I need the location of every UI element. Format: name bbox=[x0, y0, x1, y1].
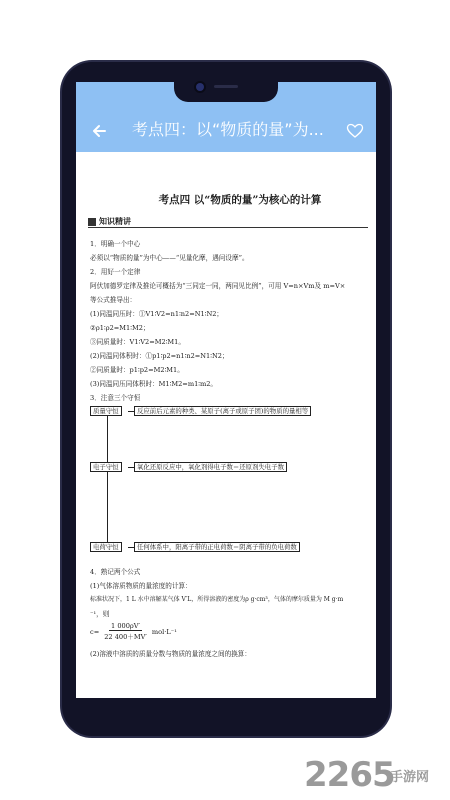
doc-line: 标准状况下，1 L 水中溶解某气体 V′L，所得溶液的密度为ρ g·cm³，气体的摩尔质量为 M g·m bbox=[90, 596, 344, 603]
doc-line: 必须以“物质的量”为中心——“见量化摩，遇问设摩”。 bbox=[90, 254, 249, 262]
favorite-button[interactable] bbox=[342, 118, 368, 144]
doc-line: (1)气体溶质物质的量浓度的计算： bbox=[90, 582, 192, 590]
formula-unit: mol·L⁻¹ bbox=[151, 627, 177, 636]
doc-line: 4．熟记两个公式 bbox=[90, 568, 141, 576]
conservation-label: 质量守恒 bbox=[90, 406, 122, 416]
formula-fraction bbox=[102, 622, 149, 641]
doc-line: ②ρ1∶ρ2=M1∶M2； bbox=[90, 324, 150, 332]
doc-line: ⁻¹，则 bbox=[90, 610, 110, 618]
page-title: 考点四：以“物质的量”为... bbox=[132, 120, 324, 139]
watermark-brand: 2265 bbox=[304, 755, 395, 795]
document-title: 考点四 以“物质的量”为核心的计算 bbox=[158, 194, 322, 206]
document-view[interactable] bbox=[76, 152, 376, 698]
section-heading-text: 知识精讲 bbox=[99, 216, 131, 226]
formula bbox=[90, 622, 177, 641]
conservation-row bbox=[90, 462, 122, 471]
doc-line: 等公式推导出： bbox=[90, 296, 137, 304]
formula-prefix: c= bbox=[90, 627, 100, 636]
heart-outline-icon bbox=[346, 123, 364, 139]
formula-numerator: 1 000ρV′ bbox=[111, 622, 141, 630]
section-divider bbox=[88, 227, 368, 228]
doc-line: (3)同温同压同体积时：M1∶M2=m1∶m2。 bbox=[90, 380, 218, 388]
section-marker-icon bbox=[88, 218, 96, 226]
conservation-row bbox=[90, 406, 122, 415]
back-button[interactable] bbox=[86, 118, 112, 144]
formula-denominator: 22 400＋MV′ bbox=[104, 633, 147, 641]
doc-line: 3．注意三个守恒 bbox=[90, 394, 141, 402]
conservation-desc: 任何体系中，阳离子带的正电荷数＝阴离子带的负电荷数 bbox=[134, 542, 300, 552]
doc-line: ②同质量时：p1∶p2=M2∶M1。 bbox=[90, 366, 184, 374]
conservation-desc-row bbox=[134, 406, 311, 415]
conservation-desc: 反应前后元素的种类、某原子(离子或原子团)的物质的量相等 bbox=[134, 406, 311, 416]
earpiece-speaker bbox=[214, 85, 238, 88]
conservation-desc-row bbox=[134, 462, 287, 471]
conservation-label: 电子守恒 bbox=[90, 462, 122, 472]
front-camera bbox=[196, 83, 204, 91]
doc-line: (1)同温同压时：①V1∶V2=n1∶n2=N1∶N2； bbox=[90, 310, 224, 318]
arrow-left-icon bbox=[91, 123, 107, 139]
conservation-label: 电荷守恒 bbox=[90, 542, 122, 552]
doc-line: 1．明确一个中心 bbox=[90, 240, 141, 248]
diagram-vertical-line bbox=[107, 416, 108, 542]
conservation-desc: 氧化还原反应中，氧化剂得电子数＝还原剂失电子数 bbox=[134, 462, 287, 472]
app-screen bbox=[76, 82, 376, 698]
section-heading bbox=[88, 216, 131, 227]
doc-line: ③同质量时：V1∶V2=M2∶M1。 bbox=[90, 338, 185, 346]
conservation-desc-row bbox=[134, 542, 300, 551]
doc-line: 阿伏加德罗定律及推论可概括为“三同定一同，两同见比例”，可用 V=n×Vm及 m=V× bbox=[90, 282, 346, 290]
doc-line: (2)溶液中溶质的质量分数与物质的量浓度之间的换算： bbox=[90, 650, 251, 658]
watermark-subtitle: 手游网 bbox=[390, 770, 430, 785]
conservation-row bbox=[90, 542, 122, 551]
doc-line: (2)同温同体积时：①p1∶p2=n1∶n2=N1∶N2； bbox=[90, 352, 229, 360]
doc-line: 2．用好一个定律 bbox=[90, 268, 141, 276]
